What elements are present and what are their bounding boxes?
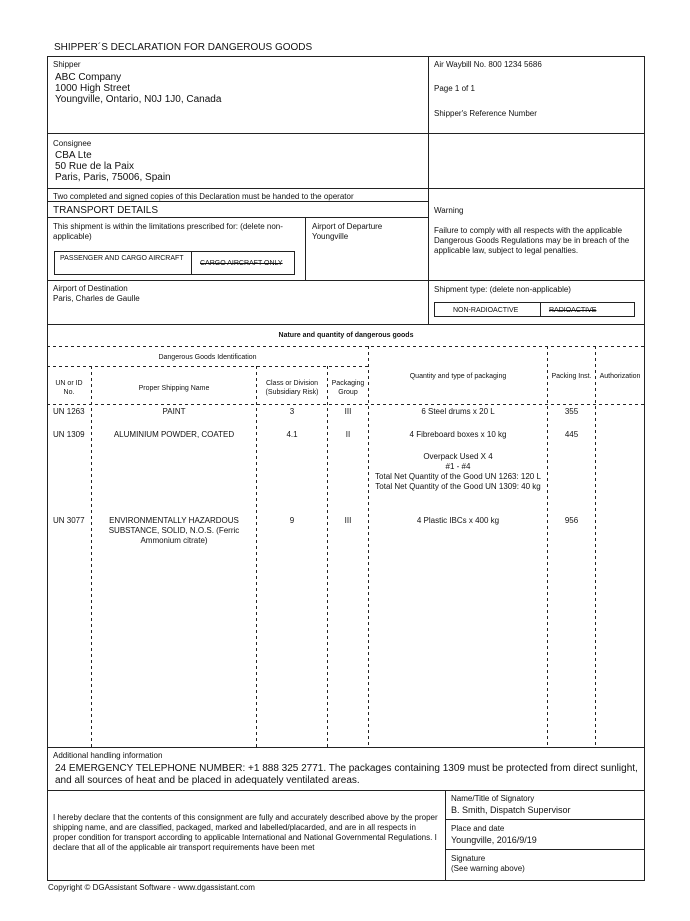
departure-label: Airport of Departure [312, 222, 383, 231]
shipper-label: Shipper [53, 60, 81, 69]
overpack-info: Overpack Used X 4 #1 - #4 Total Net Quantity of the Good UN 1263: 120 L Total Net Quantity of the Good UN 1309: 40 kg [375, 452, 541, 491]
radioactive-option: RADIOACTIVE [549, 307, 597, 314]
consignee-name: CBA Lte [55, 150, 92, 161]
air-waybill-number: Air Waybill No. 800 1234 5686 [434, 60, 542, 69]
shipper-city: Youngville, Ontario, N0J 1J0, Canada [55, 94, 222, 105]
destination-label: Airport of Destination [53, 284, 128, 293]
signatory-name-label: Name/Title of Signatory [451, 794, 535, 803]
table-row-3-un: UN 3077 [53, 516, 85, 525]
cargo-only-option: CARGO AIRCRAFT ONLY [200, 260, 283, 267]
warning-label: Warning [434, 206, 464, 215]
table-row-2-name: ALUMINIUM POWDER, COATED [113, 430, 235, 439]
transport-heading: TRANSPORT DETAILS [53, 205, 159, 216]
table-row-1-qty: 6 Steel drums x 20 L [421, 407, 495, 416]
declaration-text: I hereby declare that the contents of this consignment are fully and accurately described above by the proper shipping name, and are classified, packaged, marked and labelled/placarded, and are in all respects in proper condition for transport according to applicable International and National Governmental Regulations. I declare that all of the applicable air transport requirements have been met [53, 813, 438, 852]
col-group-header: Packaging Group [331, 380, 365, 396]
place-date-label: Place and date [451, 824, 505, 833]
destination-value: Paris, Charles de Gaulle [53, 294, 140, 303]
page-number: Page 1 of 1 [434, 84, 475, 93]
departure-value: Youngville [312, 232, 349, 241]
additional-handling-text: 24 EMERGENCY TELEPHONE NUMBER: +1 888 325 2771. The packages containing 1309 must be protected from direct sunlight, and all sources of heat and be placed in adequately ventilated areas. [55, 763, 638, 786]
table-row-3-qty: 4 Plastic IBCs x 400 kg [416, 516, 500, 525]
form-title: SHIPPER´S DECLARATION FOR DANGEROUS GOODS [54, 42, 313, 53]
copyright: Copyright © DGAssistant Software - www.dgassistant.com [48, 883, 255, 892]
col-auth-header: Authorization [599, 373, 641, 380]
nature-quantity-title: Nature and quantity of dangerous goods [278, 332, 414, 339]
table-row-2-qty: 4 Fibreboard boxes x 10 kg [409, 430, 507, 439]
table-row-3-class: 9 [289, 516, 295, 525]
shipment-type-label: Shipment type: (delete non-applicable) [434, 285, 571, 294]
signatory-name-value: B. Smith, Dispatch Supervisor [451, 805, 571, 815]
consignee-street: 50 Rue de la Paix [55, 161, 134, 172]
col-class-header: Class or Division (Subsidiary Risk) [265, 380, 319, 396]
shipper-reference-label: Shipper's Reference Number [434, 109, 537, 118]
table-row-3-inst: 956 [564, 516, 579, 525]
table-row-1-inst: 355 [564, 407, 579, 416]
consignee-city: Paris, Paris, 75006, Spain [55, 172, 171, 183]
warning-text: Failure to comply with all respects with the applicable Dangerous Goods Regulations may be in breach of the applicable law, subject to legal penalties. [434, 226, 630, 255]
consignee-label: Consignee [53, 139, 92, 148]
non-radioactive-option: NON-RADIOACTIVE [453, 307, 519, 314]
table-row-1-class: 3 [289, 407, 295, 416]
place-date-value: Youngville, 2016/9/19 [451, 835, 537, 845]
signature-note: (See warning above) [451, 864, 525, 873]
shipper-name: ABC Company [55, 72, 122, 83]
col-inst-header: Packing Inst. [551, 373, 592, 380]
limitations-text: This shipment is within the limitations prescribed for: (delete non-applicable) [53, 222, 283, 241]
table-row-2-group: II [345, 430, 351, 439]
table-row-1-un: UN 1263 [53, 407, 85, 416]
col-un-header: UN or ID No. [55, 380, 83, 396]
shipper-street: 1000 High Street [55, 83, 131, 94]
additional-handling-label: Additional handling information [53, 751, 163, 760]
col-qty-header: Quantity and type of packaging [409, 373, 507, 380]
table-row-2-inst: 445 [564, 430, 579, 439]
signature-label: Signature [451, 854, 486, 863]
passenger-cargo-option: PASSENGER AND CARGO AIRCRAFT [60, 255, 184, 262]
table-row-2-un: UN 1309 [53, 430, 85, 439]
table-row-1-name: PAINT [162, 407, 186, 416]
copies-note: Two completed and signed copies of this Declaration must be handed to the operator [53, 192, 354, 201]
col-name-header: Proper Shipping Name [138, 385, 210, 392]
table-row-3-name: ENVIRONMENTALLY HAZARDOUS SUBSTANCE, SOLID, N.O.S. (Ferric Ammonium citrate) [108, 516, 240, 545]
table-row-1-group: III [344, 407, 352, 416]
table-row-2-class: 4.1 [286, 430, 298, 439]
identification-title: Dangerous Goods Identification [158, 354, 257, 361]
table-row-3-group: III [344, 516, 352, 525]
